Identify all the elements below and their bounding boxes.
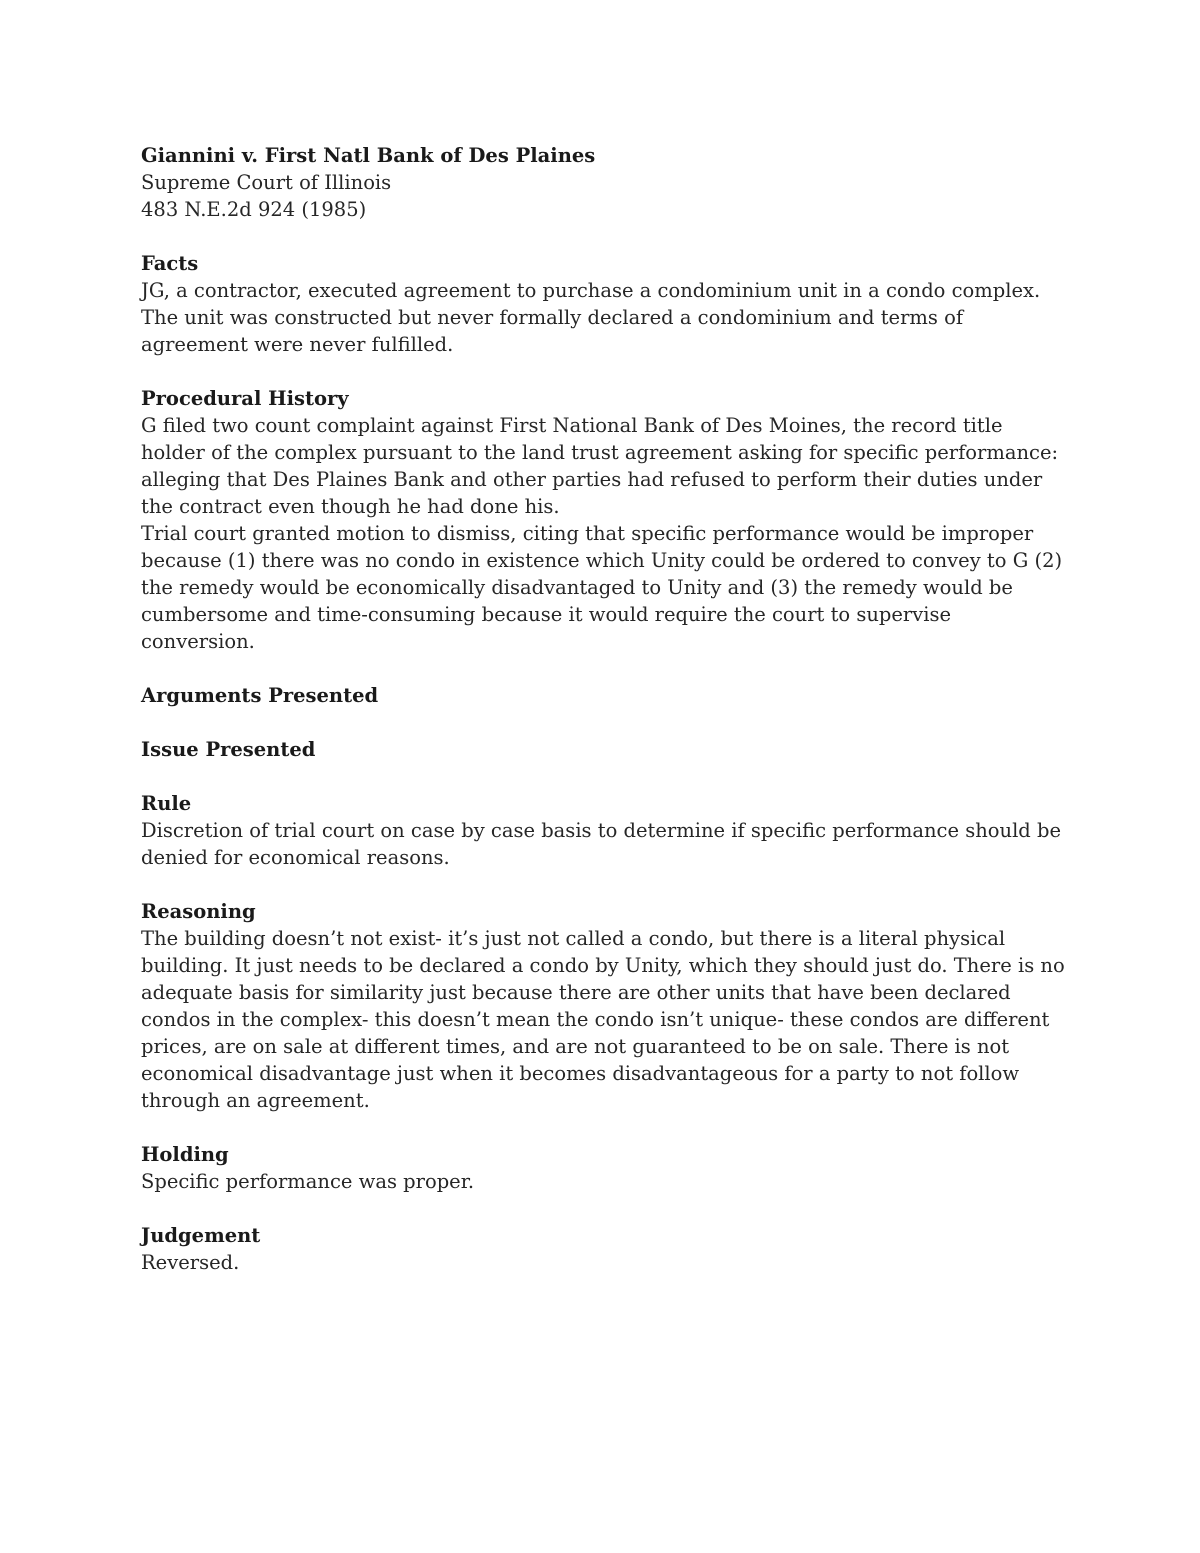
reasoning-heading: Reasoning [141, 900, 256, 923]
issue-heading: Issue Presented [141, 738, 316, 761]
holding-heading: Holding [141, 1143, 229, 1166]
court-name: Supreme Court of Illinois [141, 171, 392, 194]
rule-body: Discretion of trial court on case by case basis to determine if specific performance should be denied for economical reasons. [141, 819, 1062, 869]
judgement-body: Reversed. [141, 1251, 240, 1274]
document-page [141, 142, 1071, 1276]
holding-body: Specific performance was proper. [141, 1170, 475, 1193]
case-title: Giannini v. First Natl Bank of Des Plaines [141, 144, 596, 167]
rule-heading: Rule [141, 792, 192, 815]
judgement-heading: Judgement [141, 1224, 261, 1247]
spacer [141, 655, 1071, 682]
facts-heading: Facts [141, 252, 199, 275]
spacer [141, 709, 1071, 736]
spacer [141, 358, 1071, 385]
procedural-history-heading: Procedural History [141, 387, 349, 410]
procedural-history-paragraph-1: G filed two count complaint against First National Bank of Des Moines, the record title holder of the complex pursuant to the land trust agreement asking for specific performance: alleging that Des Plaines Bank and other parties had refused to perform their duties under the contract even though he had done his. [141, 414, 1059, 518]
spacer [141, 871, 1071, 898]
procedural-history-paragraph-2: Trial court granted motion to dismiss, citing that specific performance would be improper because (1) there was no condo in existence which Unity could be ordered to convey to G (2) the remedy would be economically disadvantaged to Unity and (3) the remedy would be cumbersome and time-consuming because it would require the court to supervise conversion. [141, 522, 1063, 653]
spacer [141, 223, 1071, 250]
arguments-heading: Arguments Presented [141, 684, 379, 707]
facts-body: JG, a contractor, executed agreement to purchase a condominium unit in a condo complex. The unit was constructed but never formally declared a condominium and terms of agreement were never fulfilled. [141, 279, 1041, 356]
spacer [141, 1195, 1071, 1222]
spacer [141, 763, 1071, 790]
case-citation: 483 N.E.2d 924 (1985) [141, 198, 367, 221]
reasoning-body: The building doesn’t not exist- it’s just not called a condo, but there is a literal physical building. It just needs to be declared a condo by Unity, which they should just do. There is no adequate basis for similarity just because there are other units that have been declared condos in the complex- this doesn’t mean the condo isn’t unique- these condos are different prices, are on sale at different times, and are not guaranteed to be on sale. There is not economical disadvantage just when it becomes disadvantageous for a party to not follow through an agreement. [141, 927, 1065, 1112]
spacer [141, 1114, 1071, 1141]
